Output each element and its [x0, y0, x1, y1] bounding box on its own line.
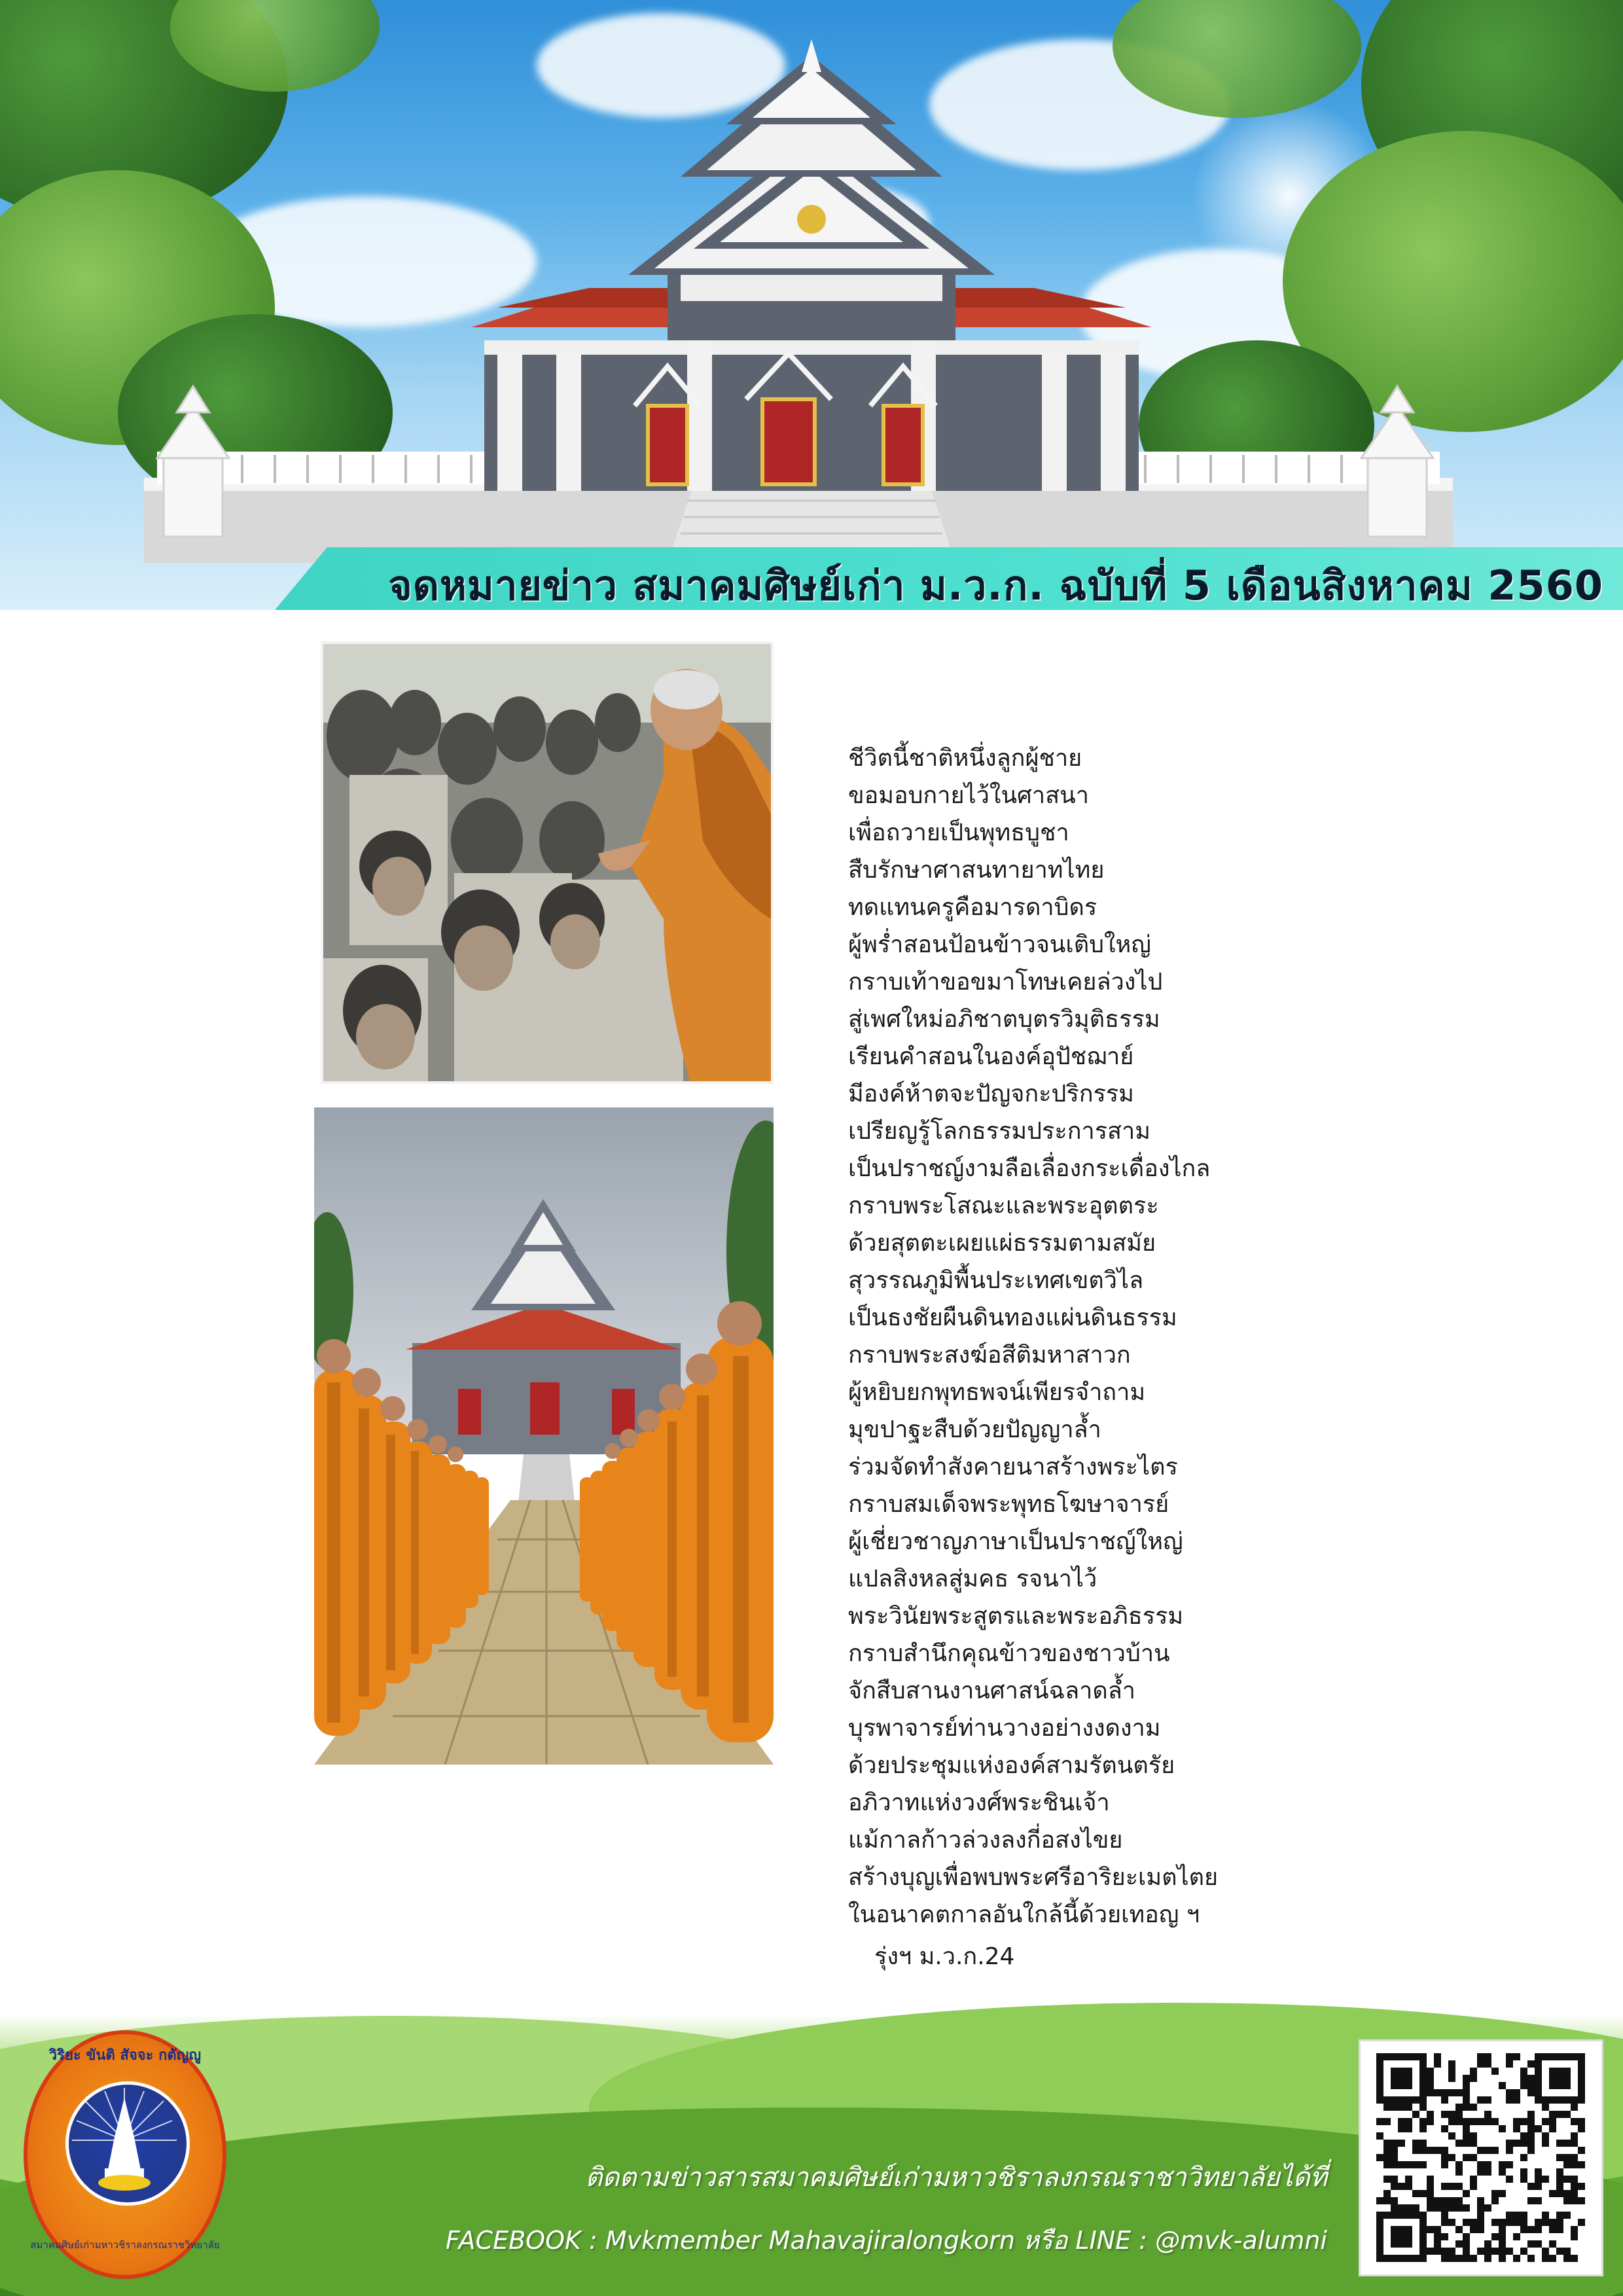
poem-line: ด้วยประชุมแห่งองค์สามรัตนตรัย: [848, 1752, 1175, 1779]
contact-social-text[interactable]: FACEBOOK : Mvkmember Mahavajiralongkorn หรือ LINE : @mvk-alumni: [445, 2226, 1327, 2255]
poem-line: สร้างบุญเพื่อพบพระศรีอาริยะเมตไตย: [848, 1864, 1219, 1891]
poem-line: พระวินัยพระสูตรและพระอภิธรรม: [848, 1603, 1184, 1630]
logo-emblem: [65, 2081, 190, 2206]
qr-code-pattern: [1361, 2041, 1601, 2274]
poem-line: สืบรักษาศาสนทายาทไทย: [848, 857, 1105, 884]
photo-monks-procession: [314, 1107, 774, 1765]
poem-line: ผู้พร่ำสอนป้อนข้าวจนเติบใหญ่: [848, 931, 1151, 958]
poem-line: เป็นธงชัยผืนดินทองแผ่นดินธรรม: [848, 1304, 1177, 1331]
poem-line: จักสืบสานงานศาสน์ฉลาดล้ำ: [848, 1677, 1136, 1704]
poem-line: ด้วยสุตตะเผยแผ่ธรรมตามสมัย: [848, 1230, 1156, 1257]
logo-motto: วิริยะ ขันติ สัจจะ กตัญญู: [48, 2047, 202, 2064]
poem-line: เปรียญรู้โลกธรรมประการสาม: [848, 1118, 1150, 1145]
poem-line: มีองค์ห้าตจะปัญจกะปริกรรม: [848, 1081, 1134, 1107]
poem-line: เรียนคำสอนในองค์อุปัชฌาย์: [848, 1043, 1134, 1070]
photo-procession-image: [314, 1107, 774, 1765]
poem-line: กราบสำนึกคุณข้าวของชาวบ้าน: [848, 1640, 1170, 1667]
stupa-icon: [69, 2085, 180, 2196]
newsletter-title: จดหมายข่าว สมาคมศิษย์เก่า ม.ว.ก. ฉบับที่ 5 เดือนสิงหาคม 2560: [388, 562, 1603, 609]
poem-text: [848, 740, 1346, 1933]
poem-line: ร่วมจัดทำสังคายนาสร้างพระไตร: [848, 1454, 1178, 1480]
poem-line: สุวรรณภูมิพื้นประเทศเขตวิไล: [848, 1267, 1144, 1294]
photo-monk-blessing: [321, 641, 774, 1084]
poem-line: อภิวาทแห่งวงศ์พระชินเจ้า: [848, 1789, 1110, 1816]
qr-code-icon[interactable]: [1359, 2039, 1603, 2276]
photo-blessing-image: [323, 644, 771, 1081]
header-banner: [0, 0, 1623, 610]
poem-line: สู่เพศใหม่อภิชาตบุตรวิมุติธรรม: [848, 1006, 1160, 1033]
poem-line: กราบพระโสณะและพระอุตตระ: [848, 1193, 1159, 1219]
poem-line: ชีวิตนี้ชาติหนึ่งลูกผู้ชาย: [848, 745, 1082, 772]
poem-line: กราบเท้าขอขมาโทษเคยล่วงไป: [848, 969, 1163, 996]
association-logo-icon: [24, 2030, 226, 2279]
poem-line: แปลสิงหลสู่มคธ รจนาไว้: [848, 1566, 1097, 1592]
logo-organization-name: สมาคมศิษย์เก่ามหาวชิราลงกรณราชวิทยาลัย: [30, 2239, 220, 2251]
poem-line: เป็นปราชญ์งามลือเลื่องกระเดื่องไกล: [848, 1155, 1211, 1182]
poem-line: ผู้เชี่ยวชาญภาษาเป็นปราชญ์ใหญ่: [848, 1528, 1183, 1555]
poem-signature: รุ่งฯ ม.ว.ก.24: [874, 1943, 1015, 1970]
poem-line: แม้กาลก้าวล่วงลงกี่อสงไขย: [848, 1827, 1123, 1854]
poem-line: ทดแทนครูคือมารดาบิดร: [848, 894, 1097, 921]
temple-illustration: [0, 0, 1623, 610]
poem-line: กราบสมเด็จพระพุทธโฆษาจารย์: [848, 1491, 1169, 1518]
poem-line: บุรพาจารย์ท่านวางอย่างงดงาม: [848, 1715, 1161, 1742]
follow-us-text: ติดตามข่าวสารสมาคมศิษย์เก่ามหาวชิราลงกรณราชาวิทยาลัยได้ที่: [585, 2162, 1327, 2193]
poem-line: ขอมอบกายไว้ในศาสนา: [848, 782, 1089, 809]
poem-line: กราบพระสงฆ์อสีติมหาสาวก: [848, 1342, 1131, 1369]
poem-line: ผู้หยิบยกพุทธพจน์เพียรจำถาม: [848, 1379, 1146, 1406]
poem-line: เพื่อถวายเป็นพุทธบูชา: [848, 819, 1069, 846]
poem-line: มุขปาฐะสืบด้วยปัญญาล้ำ: [848, 1416, 1101, 1443]
poem-line: ในอนาคตกาลอันใกล้นี้ด้วยเทอญ ฯ: [848, 1901, 1200, 1928]
